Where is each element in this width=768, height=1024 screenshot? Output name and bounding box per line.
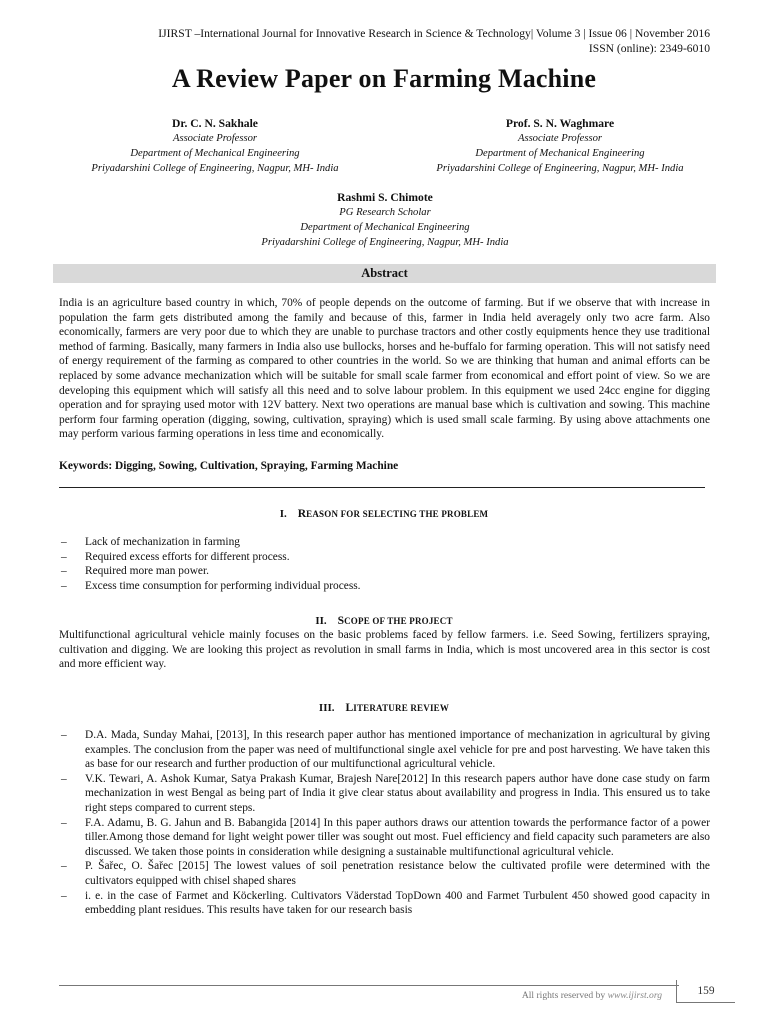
- footer-rights-text: All rights reserved by: [521, 990, 608, 1001]
- list-item: [59, 728, 710, 772]
- footer-site-link[interactable]: www.ijirst.org: [607, 990, 662, 1001]
- dash-marker: –: [61, 889, 67, 902]
- journal-issn: ISSN (online): 2349-6010: [588, 42, 710, 55]
- section-numeral: I.: [279, 508, 287, 520]
- section-heading-2: [0, 614, 768, 627]
- author-block-2: [390, 116, 730, 176]
- footer-rights: [522, 990, 662, 1001]
- footer-divider: [59, 985, 679, 986]
- author-institution: Priyadarshini College of Engineering, Nagpur, MH- India: [261, 237, 509, 248]
- section-numeral: III.: [318, 702, 335, 714]
- list-item-text: i. e. in the case of Farmet and Köckerling. Cultivators Väderstad TopDown 400 and Farmet Turbulent 450 showed good capacity in embedding plant residues. This results have taken for our research basis: [85, 889, 710, 917]
- section-numeral: II.: [315, 615, 327, 627]
- author-name: Dr. C. N. Sakhale: [172, 117, 258, 130]
- list-item: [59, 550, 710, 565]
- author-institution: Priyadarshini College of Engineering, Nagpur, MH- India: [91, 163, 339, 174]
- section-heading-1: [0, 507, 768, 520]
- dash-marker: –: [61, 536, 67, 548]
- list-item: [59, 535, 710, 550]
- list-item: [59, 579, 710, 594]
- author-name: Rashmi S. Chimote: [337, 191, 433, 204]
- author-department: Department of Mechanical Engineering: [475, 148, 645, 159]
- list-item-text: P. Šařec, O. Šařec [2015] The lowest values of soil penetration resistance below the cultivated profile were determined with the cultivators equipped with chisel shaped shares: [85, 860, 710, 887]
- dash-marker: –: [61, 772, 67, 785]
- section-initial: L: [345, 701, 354, 714]
- page-number: 159: [676, 980, 735, 1003]
- section-divider: [59, 487, 705, 488]
- section-initial: R: [297, 507, 307, 520]
- author-block-3: [215, 190, 555, 250]
- author-role: PG Research Scholar: [339, 207, 431, 218]
- section-initial: S: [337, 614, 345, 627]
- keywords: Keywords: Digging, Sowing, Cultivation, Spraying, Farming Machine: [59, 460, 399, 472]
- list-item-text: Excess time consumption for performing individual process.: [85, 579, 361, 592]
- section-title: EASON FOR SELECTING THE PROBLEM: [306, 509, 489, 519]
- dash-marker: –: [61, 550, 67, 563]
- author-department: Department of Mechanical Engineering: [130, 148, 300, 159]
- reason-list: [59, 535, 710, 593]
- list-item-text: Required more man power.: [85, 565, 209, 578]
- list-item: [59, 564, 710, 579]
- dash-marker: –: [61, 729, 67, 741]
- dash-marker: –: [61, 860, 67, 873]
- list-item-text: Lack of mechanization in farming: [85, 536, 240, 548]
- list-item-text: F.A. Adamu, B. G. Jahun and B. Babangida [2014] In this paper authors draws our attention towards the performance factor of a power tiller.Among those demand for light weight power tiller was sought out most. Fuel efficiency and field capacity such parameters are also discussed. We taken those points in consideration while designing a sustainable multifunctional agricultural vehicle.: [85, 816, 710, 858]
- author-institution: Priyadarshini College of Engineering, Nagpur, MH- India: [436, 163, 684, 174]
- dash-marker: –: [61, 565, 67, 578]
- dash-marker: –: [61, 816, 67, 829]
- abstract-text: India is an agriculture based country in which, 70% of people depends on the outcome of farming. But if we observe that with increase in population the farm gets distributed among the family and because of this, farmer in India held averagely only two acre farm. Also economically, farmers are very poor due to which they are unable to purchase tractors and other costly equipments hence they use traditional method of farming. Basically, many farmers in India also use bullocks, horses and he-buffalo for farming operation. This will not satisfy need of energy requirement of the farming as compared to other countries in the world. So we are thinking that human and animal efforts can be replaced by some advance mechanization which will be suitable for small scale farmer from economical and effort point of view. So we are developing this equipment which will satisfy all this need and to solve labour problem. In this equipment we used 24cc engine for digging operation and for spraying used motor with 12V battery. Next two operations are manual base which is cultivation and sowing. This machine perform four farming operation (digging, sowing, cultivation, spraying) which is used small scale farming. By using above attachments one may perform various farming operations in less time and economically.: [59, 297, 710, 441]
- section-title: ITERATURE REVIEW: [353, 703, 450, 713]
- list-item: [59, 772, 710, 816]
- list-item-text: V.K. Tewari, A. Ashok Kumar, Satya Prakash Kumar, Brajesh Nare[2012] In this research papers author have done case study on farm mechanization in west Bengal as being part of India it give clear status about availability and progress in India. This ensured us to take right steps compared to current steps.: [85, 772, 710, 814]
- list-item: [59, 859, 710, 888]
- author-name: Prof. S. N. Waghmare: [505, 117, 615, 130]
- list-item: [59, 816, 710, 860]
- journal-citation: IJIRST –International Journal for Innovative Research in Science & Technology| Volume 3 | Issue 06 | November 2016: [158, 27, 710, 40]
- list-item-text: D.A. Mada, Sunday Mahai, [2013], In this research paper author has mentioned importance of mechanization in agricultural by giving examples. The conclusion from the paper was need of multifunctional single axel vehicle for pre and post harvesting. We have taken this as base for our research and further production of our multifunctional agricultural vehicle.: [85, 729, 710, 771]
- author-role: Associate Professor: [517, 133, 603, 144]
- dash-marker: –: [61, 579, 67, 592]
- journal-header: [158, 26, 710, 56]
- scope-text: Multifunctional agricultural vehicle mainly focuses on the basic problems faced by fellow farmers. i.e. Seed Sowing, fertilizers spraying, cultivation and digging. We are looking this project as revolution in small farms in India, which is most uncovered area in this sector is cost and more efficient way.: [59, 629, 710, 671]
- author-role: Associate Professor: [172, 133, 258, 144]
- paper-title: A Review Paper on Farming Machine: [171, 64, 597, 93]
- list-item: [59, 889, 710, 918]
- abstract-heading: Abstract: [53, 264, 716, 283]
- literature-list: [59, 728, 710, 918]
- author-block-1: [45, 116, 385, 176]
- list-item-text: Required excess efforts for different process.: [85, 550, 290, 563]
- section-heading-3: [0, 701, 768, 714]
- author-department: Department of Mechanical Engineering: [300, 222, 470, 233]
- section-title: COPE OF THE PROJECT: [344, 616, 453, 626]
